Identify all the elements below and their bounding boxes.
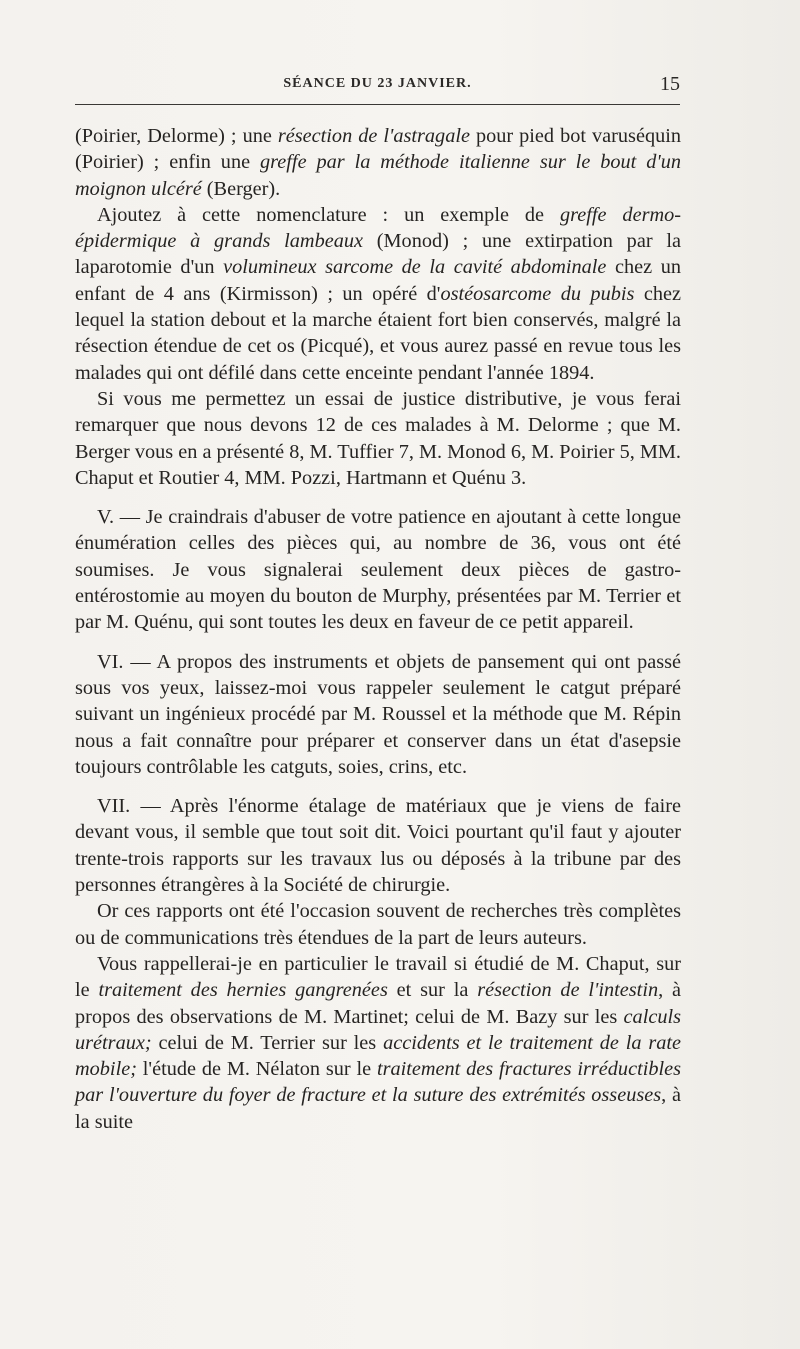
paragraph-2 (75, 202, 681, 386)
running-head (75, 73, 680, 100)
section-vii: VII. — Après l'énorme étalage de matériaux que je viens de faire devant vous, il semble que tout soit dit. Voici pourtant qu'il faut y ajouter trente-trois rapports sur les travaux lus ou déposés à la tribune par des personnes étrangères à la Société de chirurgie. (75, 795, 681, 897)
text-span: (Poirier, Delorme) ; une (75, 125, 278, 147)
italic-span: résection de l'intestin (477, 979, 659, 1002)
paragraph-chaput (75, 951, 681, 1135)
italic-span: greffe dermo-épidermique à grands lambeaux (75, 203, 682, 253)
text-span: chez un enfant de 4 ans (Kirmisson) ; un opéré d' (75, 256, 681, 305)
text-span: celui de M. Terrier sur les (151, 1031, 384, 1054)
text-span: Ajoutez à cette nomenclature : un exemple de (97, 203, 560, 226)
italic-span: traitement des hernies gangrenées (98, 979, 388, 1002)
running-title: SÉANCE DU 23 JANVIER. (283, 76, 472, 91)
italic-span: traitement des fractures irréductibles par l'ouverture du foyer de fracture et la suture des extrémités osseuses (75, 1058, 682, 1107)
italic-span: greffe par la méthode italienne sur le bout d'un moignon ulcéré (75, 151, 681, 200)
italic-span: accidents et le traitement de la rate mobile; (75, 1031, 681, 1081)
text-span: Vous rappellerai-je en particulier le travail si étudié de M. Chaput, sur le (75, 952, 681, 1002)
paragraph-3: Si vous me permettez un essai de justice distributive, je vous ferai remarquer que nous devons 12 de ces malades à M. Delorme ; que M. Berger vous en a présenté 8, M. Tuffier 7, M. Monod 6, M. Poirier 5, MM. Chaput et Routier 4, MM. Pozzi, Hartmann et Quénu 3. (75, 387, 681, 489)
text-span: , à la suite (75, 1084, 681, 1133)
paragraph-reports: Or ces rapports ont été l'occasion souvent de recherches très complètes ou de communications très étendues de la part de leurs auteurs. (75, 900, 681, 949)
text-span: et sur la (387, 979, 478, 1002)
section-v: V. — Je craindrais d'abuser de votre patience en ajoutant à cette longue énumération celles des pièces qui, au nombre de 36, vous ont été soumises. Je vous signalerai seulement deux pièces de gastro-entérostomie au moyen du bouton de Murphy, présentées par M. Terrier et par M. Quénu, qui sont toutes les deux en faveur de ce petit appareil. (75, 506, 681, 634)
text-span: (Berger). (201, 177, 281, 200)
italic-span: ostéosarcome du pubis (440, 282, 635, 305)
text-span: , à propos des observations de M. Martinet; celui de M. Bazy sur les (75, 979, 682, 1028)
text-span: pour pied bot varuséquin (Poirier) ; enfin une (75, 125, 681, 174)
section-vi: VI. — A propos des instruments et objets de pansement qui ont passé sous vos yeux, laissez-moi vous rappeler seulement le catgut préparé suivant un ingénieux procédé par M. Roussel et la méthode que M. Répin nous a fait connaître pour préparer et conserver dans un état d'asepsie toujours contrôlable les catguts, soies, crins, etc. (75, 650, 681, 778)
italic-span: calculs urétraux; (75, 1005, 681, 1054)
italic-span: résection de l'astragale (277, 125, 470, 147)
paragraph-1 (75, 123, 681, 202)
text-span: chez lequel la station debout et la marche étaient fort bien conservés, malgré la résection étendue de cet os (Picqué), et vous aurez passé en revue tous les malades qui ont défilé dans cette enceinte pendant l'année 1894. (75, 282, 681, 384)
italic-span: volumineux sarcome de la cavité abdominale (223, 256, 607, 279)
page-number: 15 (660, 73, 680, 95)
text-span: l'étude de M. Nélaton sur le (136, 1058, 377, 1081)
body-text (75, 123, 681, 1135)
text-span: (Monod) ; une extirpation par la laparotomie d'un (75, 230, 681, 279)
header-rule (75, 104, 680, 105)
